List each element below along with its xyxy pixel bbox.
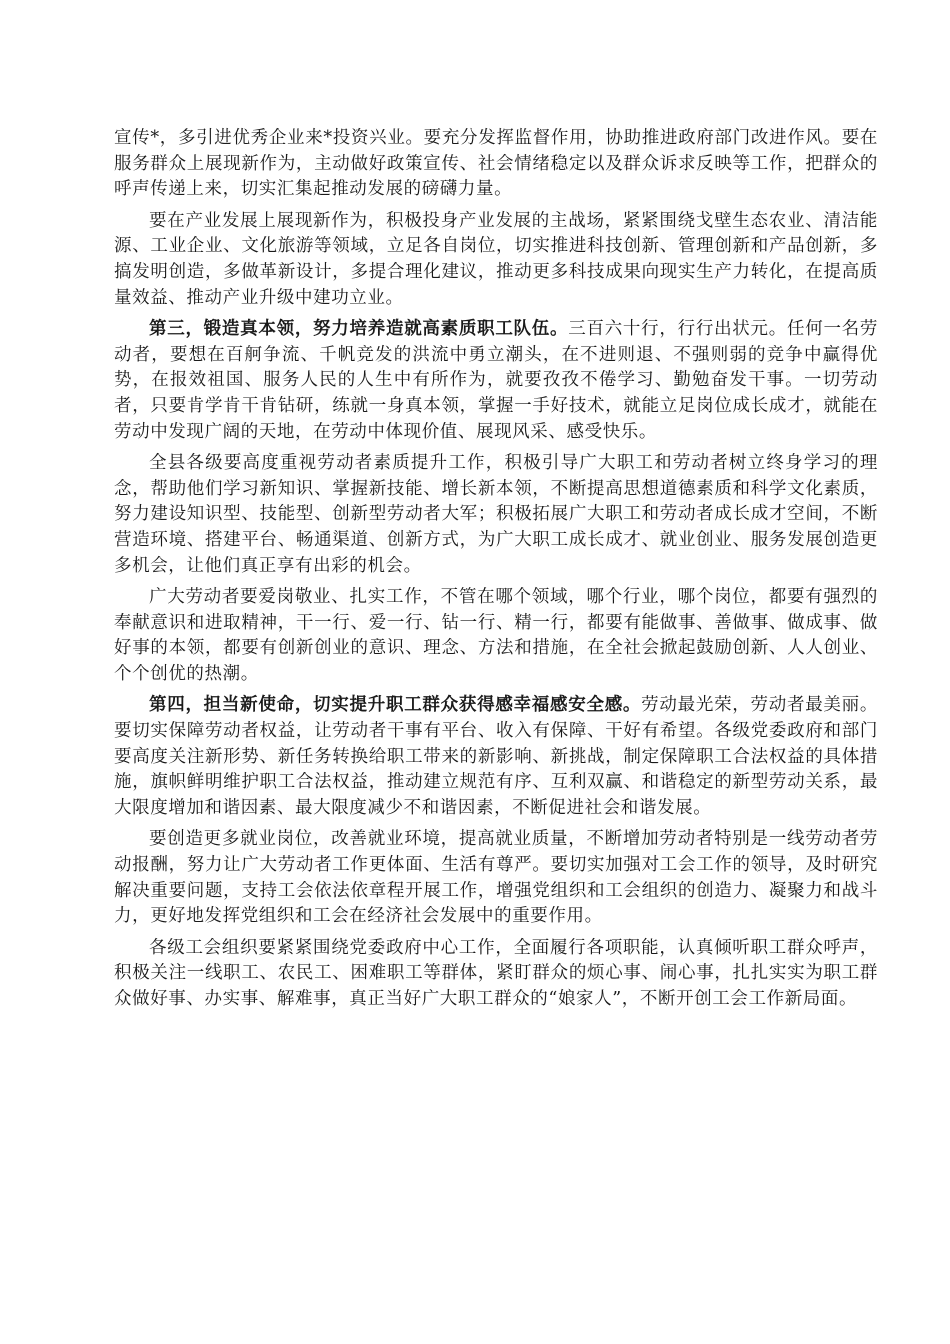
paragraph — [114, 827, 878, 929]
section-heading-fourth: 第四，担当新使命，切实提升职工群众获得感幸福感安全感。 — [149, 695, 642, 716]
paragraph-text: 要在产业发展上展现新作为，积极投身产业发展的主战场，紧紧围绕戈壁生态农业、清洁能源、工业企业、文化旅游等领域，立足各自岗位，切实推进科技创新、管理创新和产品创新，多搞发明创造，多做革新设计，多提合理化建议，推动更多科技成果向现实生产力转化，在提高质量效益、推动产业升级中建功立业。 — [114, 210, 878, 308]
paragraph — [114, 126, 878, 203]
section-heading-third: 第三，锻造真本领，努力培养造就高素质职工队伍。 — [149, 319, 569, 340]
paragraph — [114, 936, 878, 1013]
paragraph-text: 广大劳动者要爱岗敬业、扎实工作，不管在哪个领域，哪个行业，哪个岗位，都要有强烈的奉献意识和进取精神，干一行、爱一行、钻一行、精一行，都要有能做事、善做事、做成事、做好事的本领，都要有创新创业的意识、理念、方法和措施，在全社会掀起鼓励创新、人人创业、个个创优的热潮。 — [114, 587, 878, 684]
document-body — [114, 126, 878, 1019]
paragraph — [114, 585, 878, 687]
paragraph — [114, 209, 878, 311]
paragraph — [114, 693, 878, 821]
paragraph-text: 宣传*，多引进优秀企业来*投资兴业。要充分发挥监督作用，协助推进政府部门改进作风。要在服务群众上展现新作为，主动做好政策宣传、社会情绪稳定以及群众诉求反映等工作，把群众的呼声传递上来，切实汇集起推动发展的磅礴力量。 — [114, 128, 878, 200]
paragraph — [114, 451, 878, 579]
paragraph-text: 劳动最光荣，劳动者最美丽。要切实保障劳动者权益，让劳动者干事有平台、收入有保障、干好有希望。各级党委政府和部门要高度关注新形势、新任务转换给职工带来的新影响、新挑战，制定保障职工合法权益的具体措施，旗帜鲜明维护职工合法权益，推动建立规范有序、互利双赢、和谐稳定的新型劳动关系，最大限度增加和谐因素、最大限度减少不和谐因素，不断促进社会和谐发展。 — [114, 695, 878, 818]
paragraph-text: 各级工会组织要紧紧围绕党委政府中心工作，全面履行各项职能，认真倾听职工群众呼声，积极关注一线职工、农民工、困难职工等群体，紧盯群众的烦心事、闹心事，扎扎实实为职工群众做好事、办实事、解难事，真正当好广大职工群众的“娘家人”，不断开创工会工作新局面。 — [114, 937, 878, 1009]
paragraph-text: 三百六十行，行行出状元。任何一名劳动者，要想在百舸争流、千帆竞发的洪流中勇立潮头，在不进则退、不强则弱的竞争中赢得优势，在报效祖国、服务人民的人生中有所作为，就要孜孜不倦学习、勤勉奋发干事。一切劳动者，只要肯学肯干肯钻研，练就一身真本领，掌握一手好技术，就能立足岗位成长成才，就能在劳动中发现广阔的天地，在劳动中体现价值、展现风采、感受快乐。 — [114, 319, 878, 442]
paragraph — [114, 317, 878, 445]
paragraph-text: 要创造更多就业岗位，改善就业环境，提高就业质量，不断增加劳动者特别是一线劳动者劳动报酬，努力让广大劳动者工作更体面、生活有尊严。要切实加强对工会工作的领导，及时研究解决重要问题，支持工会依法依章程开展工作，增强党组织和工会组织的创造力、凝聚力和战斗力，更好地发挥党组织和工会在经济社会发展中的重要作用。 — [114, 829, 878, 927]
paragraph-text: 全县各级要高度重视劳动者素质提升工作，积极引导广大职工和劳动者树立终身学习的理念，帮助他们学习新知识、掌握新技能、增长新本领，不断提高思想道德素质和科学文化素质，努力建设知识型、技能型、创新型劳动者大军；积极拓展广大职工和劳动者成长成才空间，不断营造环境、搭建平台、畅通渠道、创新方式，为广大职工成长成才、就业创业、服务发展创造更多机会，让他们真正享有出彩的机会。 — [114, 453, 878, 576]
